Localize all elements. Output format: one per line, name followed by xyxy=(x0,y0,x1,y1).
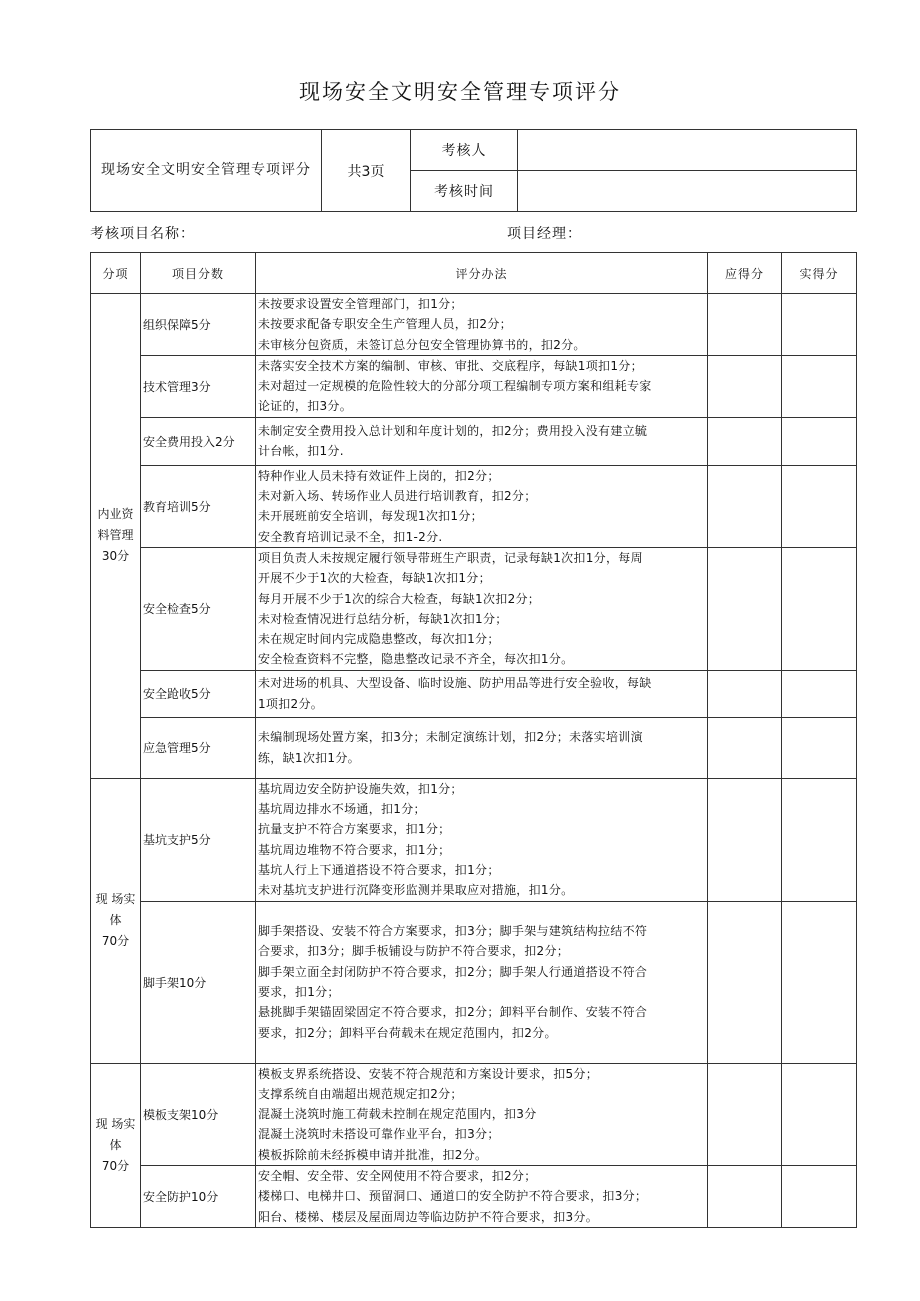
method-line: 抗量支护不符合方案要求，扣1分； xyxy=(258,822,451,837)
table-row xyxy=(91,1166,857,1228)
table-row xyxy=(91,465,857,547)
actual-score-cell[interactable] xyxy=(782,670,857,717)
method-line: 要求，扣1分； xyxy=(258,985,340,1000)
method-line: 脚手架立面全封闭防护不符合要求，扣2分；脚手架人行通道搭设不符合 xyxy=(258,964,648,979)
expected-score-cell[interactable] xyxy=(708,670,782,717)
method-line: 未制定安全费用投入总计划和年度计划的，扣2分；费用投入没有建立毓 xyxy=(258,423,648,438)
method-line: 安全帽、安全带、安全网使用不符合要求，扣2分； xyxy=(258,1169,537,1184)
method-line: 基坑周边安全防护设施失效，扣1分； xyxy=(258,781,463,796)
scoring-method-cell xyxy=(256,355,708,417)
actual-score-cell[interactable] xyxy=(782,294,857,356)
expected-score-cell[interactable] xyxy=(708,778,782,901)
table-row xyxy=(91,901,857,1063)
page-count: 共3页 xyxy=(322,130,411,212)
category-line: 体 xyxy=(109,913,122,928)
item-score-cell: 安全防护10分 xyxy=(141,1166,256,1228)
item-score-cell: 模板支架10分 xyxy=(141,1063,256,1165)
item-score-cell: 技术管理3分 xyxy=(141,355,256,417)
table-row xyxy=(91,1063,857,1165)
category-line: 现 场实 xyxy=(95,1116,136,1131)
scoring-method-cell xyxy=(256,901,708,1063)
expected-score-cell[interactable] xyxy=(708,465,782,547)
scoring-method-cell xyxy=(256,1063,708,1165)
assessment-time-label: 考核时间 xyxy=(411,171,518,212)
table-row xyxy=(91,717,857,778)
table-row xyxy=(91,547,857,670)
item-score-cell: 应急管理5分 xyxy=(141,717,256,778)
actual-score-cell[interactable] xyxy=(782,355,857,417)
method-line: 基坑人行上下通道搭设不符合要求，扣1分； xyxy=(258,862,500,877)
item-score-cell: 教育培训5分 xyxy=(141,465,256,547)
category-line: 现 场实 xyxy=(95,892,136,907)
method-line: 安全教育培训记录不全，扣1-2分. xyxy=(258,529,443,544)
table-row xyxy=(91,417,857,465)
expected-score-cell[interactable] xyxy=(708,717,782,778)
category-line: 70分 xyxy=(101,1158,130,1173)
project-name-label: 考核项目名称： xyxy=(90,226,195,242)
scoring-method-cell xyxy=(256,294,708,356)
method-line: 特种作业人员未持有效证件上岗的，扣2分； xyxy=(258,468,500,483)
scoring-method-cell xyxy=(256,547,708,670)
method-line: 每月开展不少于1次的综合大检查，每缺1次扣2分； xyxy=(258,591,541,606)
item-score-cell: 安全跄收5分 xyxy=(141,670,256,717)
method-line: 悬挑脚手架锚固梁固定不符合要求，扣2分；卸料平台制作、安装不符合 xyxy=(258,1005,648,1020)
item-score-cell: 安全检查5分 xyxy=(141,547,256,670)
method-line: 计台帐，扣1分. xyxy=(258,444,344,459)
method-line: 开展不少于1次的大检查，每缺1次扣1分； xyxy=(258,571,491,586)
method-line: 未审核分包资质，未签订总分包安全管理协算书的，扣2分。 xyxy=(258,337,586,352)
item-score-cell: 基坑支护5分 xyxy=(141,778,256,901)
actual-score-cell[interactable] xyxy=(782,901,857,1063)
method-line: 合要求，扣3分；脚手板铺设与防护不符合要求，扣2分； xyxy=(258,944,570,959)
method-line: 论证的，扣3分。 xyxy=(258,399,353,414)
assessment-time-field[interactable] xyxy=(518,171,857,212)
method-line: 未按要求设置安全管理部门，扣1分； xyxy=(258,297,463,311)
method-line: 阳台、楼梯、楼层及屋面周边等临边防护不符合要求，扣3分。 xyxy=(258,1209,599,1224)
method-line: 未对基坑支护进行沉降变形监测并果取应对措施，扣1分。 xyxy=(258,883,574,898)
scoring-table xyxy=(90,252,857,1228)
column-header: 实得分 xyxy=(782,253,857,294)
method-line: 未对检查情况进行总结分析，每缺1次扣1分； xyxy=(258,611,508,626)
method-line: 练，缺1次扣1分。 xyxy=(258,750,360,765)
actual-score-cell[interactable] xyxy=(782,465,857,547)
method-line: 基坑周边排水不场通，扣1分； xyxy=(258,802,426,817)
method-line: 未编制现场处置方案，扣3分；未制定演练计划，扣2分；未落实培训演 xyxy=(258,730,643,745)
expected-score-cell[interactable] xyxy=(708,901,782,1063)
category-cell xyxy=(91,294,141,779)
category-line: 内业资 xyxy=(97,507,134,522)
method-line: 安全检查资料不完整，隐患整改记录不齐全，每次扣1分。 xyxy=(258,652,574,667)
method-line: 混凝土浇筑时施工荷载未控制在规定范围内，扣3分 xyxy=(258,1107,537,1122)
expected-score-cell[interactable] xyxy=(708,1063,782,1165)
category-cell xyxy=(91,778,141,1063)
scoring-method-cell xyxy=(256,717,708,778)
actual-score-cell[interactable] xyxy=(782,1166,857,1228)
actual-score-cell[interactable] xyxy=(782,778,857,901)
scoring-method-cell xyxy=(256,1166,708,1228)
method-line: 未在规定时间内完成隐患整改，每次扣1分； xyxy=(258,632,500,647)
page-title: 现场安全文明安全管理专项评分 xyxy=(299,80,621,104)
assessor-field[interactable] xyxy=(518,130,857,171)
method-line: 要求，扣2分；卸料平台荷载未在规定范围内，扣2分。 xyxy=(258,1025,557,1040)
method-line: 支撑系统自由端超出规范规定扣2分； xyxy=(258,1086,463,1101)
actual-score-cell[interactable] xyxy=(782,717,857,778)
column-header: 项目分数 xyxy=(141,253,256,294)
category-cell xyxy=(91,1063,141,1227)
method-line: 模板拆除前未经拆模申请并批准，扣2分。 xyxy=(258,1147,488,1162)
method-line: 楼梯口、电梯井口、预留洞口、通道口的安全防护不符合要求，扣3分； xyxy=(258,1189,648,1204)
method-line: 1项扣2分。 xyxy=(258,696,324,711)
item-score-cell: 组织保障5分 xyxy=(141,294,256,356)
expected-score-cell[interactable] xyxy=(708,547,782,670)
category-line: 70分 xyxy=(101,934,130,949)
category-line: 料管理 xyxy=(97,528,134,543)
method-line: 未对超过一定规模的危险性较大的分部分项工程编制专项方案和组耗专家 xyxy=(258,379,652,394)
scoring-method-cell xyxy=(256,670,708,717)
actual-score-cell[interactable] xyxy=(782,547,857,670)
method-line: 基坑周边堆物不符合要求，扣1分； xyxy=(258,842,451,857)
method-line: 未对新入场、转场作业人员进行培训教育，扣2分； xyxy=(258,489,537,504)
expected-score-cell[interactable] xyxy=(708,1166,782,1228)
category-line: 30分 xyxy=(101,549,130,564)
item-score-cell: 安全费用投入2分 xyxy=(141,417,256,465)
method-line: 混凝土浇筑时未搭设可靠作业平台，扣3分； xyxy=(258,1127,500,1142)
scoring-method-cell xyxy=(256,417,708,465)
table-row xyxy=(91,355,857,417)
expected-score-cell[interactable] xyxy=(708,294,782,356)
method-line: 未落实安全技术方案的编制、审核、审批、交底程序，每缺1项扣1分； xyxy=(258,358,643,373)
project-manager-label: 项目经理： xyxy=(507,226,582,242)
assessor-label: 考核人 xyxy=(411,130,518,171)
table-row xyxy=(91,294,857,356)
method-line: 未对进场的机具、大型设备、临时设施、防护用品等进行安全验收，每缺 xyxy=(258,676,652,691)
category-line: 体 xyxy=(109,1137,122,1152)
method-line: 脚手架搭设、安装不符合方案要求，扣3分；脚手架与建筑结构拉结不符 xyxy=(258,924,648,939)
column-header: 应得分 xyxy=(708,253,782,294)
column-header: 分项 xyxy=(91,253,141,294)
method-line: 未开展班前安全培训，每发现1次扣1分； xyxy=(258,509,483,524)
method-line: 未按要求配备专职安全生产管理人员，扣2分； xyxy=(258,317,512,332)
form-name: 现场安全文明安全管理专项评分 xyxy=(91,130,322,212)
table-row xyxy=(91,670,857,717)
method-line: 项目负责人未按规定履行领导带班生产职责，记录每缺1次扣1分，每周 xyxy=(258,550,643,565)
actual-score-cell[interactable] xyxy=(782,417,857,465)
expected-score-cell[interactable] xyxy=(708,417,782,465)
header-table xyxy=(90,129,857,212)
expected-score-cell[interactable] xyxy=(708,355,782,417)
actual-score-cell[interactable] xyxy=(782,1063,857,1165)
scoring-method-cell xyxy=(256,778,708,901)
method-line: 模板支界系统搭设、安装不符合规范和方案设计要求，扣5分； xyxy=(258,1066,599,1081)
item-score-cell: 脚手架10分 xyxy=(141,901,256,1063)
table-header-row xyxy=(91,253,857,294)
column-header: 评分办法 xyxy=(256,253,708,294)
table-row xyxy=(91,778,857,901)
scoring-method-cell xyxy=(256,465,708,547)
